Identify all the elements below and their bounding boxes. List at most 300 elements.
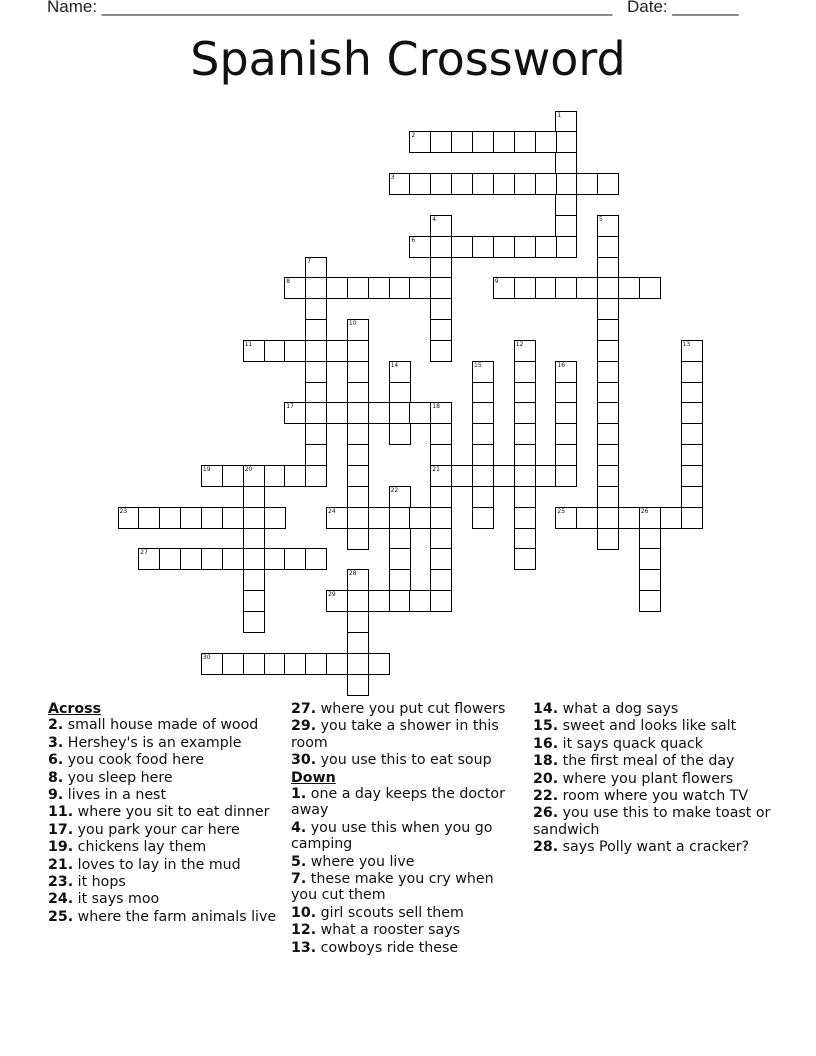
crossword-cell[interactable] (389, 423, 411, 445)
crossword-cell[interactable] (555, 361, 577, 383)
clue-text: it says quack quack (562, 735, 703, 752)
crossword-cell[interactable] (305, 423, 327, 445)
crossword-cell[interactable] (472, 423, 494, 445)
clue-text: lives in a nest (67, 787, 167, 804)
crossword-cell[interactable] (305, 298, 327, 320)
crossword-cell[interactable] (555, 423, 577, 445)
clue-text: where you put cut flowers (320, 701, 506, 717)
crossword-cell[interactable] (514, 486, 536, 508)
crossword-cell[interactable] (597, 215, 619, 237)
crossword-cell[interactable] (347, 423, 369, 445)
crossword-cell[interactable] (430, 277, 452, 299)
clue-text: you cook food here (67, 752, 205, 769)
clue-number: 7. (291, 871, 307, 888)
crossword-cell[interactable] (243, 590, 265, 612)
crossword-cell[interactable] (535, 131, 557, 153)
crossword-cell[interactable] (514, 131, 536, 153)
crossword-cell[interactable] (389, 382, 411, 404)
crossword-cell[interactable] (305, 382, 327, 404)
crossword-cell[interactable] (430, 548, 452, 570)
crossword-cell[interactable] (284, 402, 306, 424)
clue-number: 21. (48, 856, 74, 873)
clue-text: you park your car here (77, 821, 240, 838)
crossword-cell[interactable] (597, 423, 619, 445)
crossword-cell[interactable] (389, 507, 411, 529)
clue-text: sweet and looks like salt (562, 718, 737, 735)
down-header: Down (291, 769, 336, 786)
crossword-cell[interactable] (409, 402, 431, 424)
crossword-cell[interactable] (576, 507, 598, 529)
crossword-cell[interactable] (243, 486, 265, 508)
crossword-cell[interactable] (138, 507, 160, 529)
crossword-cell[interactable] (159, 507, 181, 529)
clue-item (291, 940, 523, 956)
clue-item (48, 735, 278, 751)
clue-text: where you plant flowers (562, 770, 734, 787)
clue-number: 1 (557, 111, 562, 119)
crossword-cell[interactable] (472, 361, 494, 383)
crossword-cell[interactable] (368, 653, 390, 675)
clue-text: it hops (77, 874, 126, 891)
crossword-cell[interactable] (514, 382, 536, 404)
crossword-cell[interactable] (472, 444, 494, 466)
crossword-cell[interactable] (347, 319, 369, 341)
crossword-cell[interactable] (284, 277, 306, 299)
clue-item (291, 718, 523, 751)
crossword-cell[interactable] (555, 194, 577, 216)
crossword-cell[interactable] (347, 486, 369, 508)
crossword-cell[interactable] (472, 402, 494, 424)
crossword-cell[interactable] (555, 173, 577, 195)
crossword-cell[interactable] (409, 590, 431, 612)
crossword-cell[interactable] (201, 653, 223, 675)
clue-number: 23 (119, 507, 128, 515)
clue-number: 19. (48, 839, 74, 856)
crossword-cell[interactable] (472, 173, 494, 195)
crossword-cell[interactable] (555, 382, 577, 404)
clue-item (291, 854, 523, 870)
crossword-cell[interactable] (389, 486, 411, 508)
crossword-cell[interactable] (535, 465, 557, 487)
clue-text: what a dog says (562, 701, 679, 717)
crossword-cell[interactable] (305, 653, 327, 675)
crossword-cell[interactable] (389, 569, 411, 591)
crossword-cell[interactable] (597, 486, 619, 508)
clue-number: 4. (291, 819, 307, 836)
crossword-cell[interactable] (681, 361, 703, 383)
crossword-cell[interactable] (264, 465, 286, 487)
crossword-cell[interactable] (597, 298, 619, 320)
crossword-cell[interactable] (222, 548, 244, 570)
crossword-cell[interactable] (347, 674, 369, 696)
clue-number: 29. (291, 718, 317, 735)
crossword-cell[interactable] (243, 548, 265, 570)
crossword-cell[interactable] (243, 465, 265, 487)
crossword-cell[interactable] (555, 236, 577, 258)
crossword-cell[interactable] (639, 548, 661, 570)
crossword-cell[interactable] (493, 236, 515, 258)
crossword-cell[interactable] (409, 236, 431, 258)
clue-text: girl scouts sell them (320, 904, 464, 921)
crossword-cell[interactable] (681, 340, 703, 362)
clue-number: 7 (307, 257, 311, 265)
crossword-cell[interactable] (597, 340, 619, 362)
clue-item (533, 771, 773, 787)
crossword-cell[interactable] (639, 590, 661, 612)
clue-text: where the farm animals live (77, 908, 277, 925)
crossword-cell[interactable] (535, 277, 557, 299)
crossword-cell[interactable] (284, 653, 306, 675)
crossword-cell[interactable] (451, 465, 473, 487)
clue-item (48, 839, 278, 855)
clue-number: 14. (533, 701, 559, 717)
clue-number: 6. (48, 752, 64, 769)
crossword-cell[interactable] (180, 507, 202, 529)
crossword-cell[interactable] (472, 486, 494, 508)
crossword-cell[interactable] (555, 465, 577, 487)
crossword-cell[interactable] (597, 257, 619, 279)
crossword-cell[interactable] (326, 507, 348, 529)
crossword-cell[interactable] (472, 507, 494, 529)
crossword-cell[interactable] (681, 486, 703, 508)
clue-number: 13 (682, 340, 691, 348)
crossword-cell[interactable] (493, 131, 515, 153)
clue-text: Hershey's is an example (67, 734, 242, 751)
clue-text: chickens lay them (77, 839, 207, 856)
crossword-cell[interactable] (430, 257, 452, 279)
clue-text: what a rooster says (320, 922, 461, 939)
crossword-cell[interactable] (347, 611, 369, 633)
clue-text: says Polly want a cracker? (562, 839, 750, 856)
crossword-cell[interactable] (347, 361, 369, 383)
crossword-cell[interactable] (430, 423, 452, 445)
crossword-cell[interactable] (284, 548, 306, 570)
crossword-cell[interactable] (430, 215, 452, 237)
crossword-cell[interactable] (389, 548, 411, 570)
crossword-cell[interactable] (389, 528, 411, 550)
crossword-cell[interactable] (597, 361, 619, 383)
clue-number: 12 (515, 340, 524, 348)
crossword-cell[interactable] (305, 361, 327, 383)
clue-item (48, 822, 278, 838)
crossword-cell[interactable] (639, 507, 661, 529)
crossword-cell[interactable] (347, 340, 369, 362)
crossword-cell[interactable] (430, 444, 452, 466)
crossword-cell[interactable] (326, 653, 348, 675)
crossword-cell[interactable] (430, 340, 452, 362)
clue-text: loves to lay in the mud (77, 856, 241, 873)
crossword-cell[interactable] (535, 236, 557, 258)
crossword-cell[interactable] (347, 444, 369, 466)
crossword-cell[interactable] (243, 507, 265, 529)
clue-item (48, 770, 278, 786)
crossword-cell[interactable] (514, 423, 536, 445)
crossword-cell[interactable] (305, 444, 327, 466)
crossword-cell[interactable] (347, 590, 369, 612)
crossword-cell[interactable] (284, 340, 306, 362)
crossword-cell[interactable] (681, 402, 703, 424)
clue-number: 24. (48, 891, 74, 908)
crossword-cell[interactable] (222, 507, 244, 529)
clue-item (291, 701, 523, 717)
crossword-cell[interactable] (430, 319, 452, 341)
crossword-cell[interactable] (159, 548, 181, 570)
clue-text: where you sit to eat dinner (77, 804, 270, 821)
crossword-cell[interactable] (555, 507, 577, 529)
crossword-cell[interactable] (430, 131, 452, 153)
clue-number: 29 (328, 591, 336, 598)
crossword-cell[interactable] (555, 444, 577, 466)
crossword-cell[interactable] (222, 653, 244, 675)
crossword-cell[interactable] (201, 548, 223, 570)
crossword-cell[interactable] (243, 528, 265, 550)
crossword-cell[interactable] (243, 611, 265, 633)
crossword-cell[interactable] (409, 173, 431, 195)
clue-number: 30 (202, 653, 211, 661)
crossword-cell[interactable] (430, 528, 452, 550)
crossword-cell[interactable] (305, 340, 327, 362)
crossword-cell[interactable] (430, 590, 452, 612)
crossword-cell[interactable] (409, 507, 431, 529)
date-field[interactable]: Date: _______ (627, 0, 739, 16)
clue-number: 12. (291, 922, 317, 939)
crossword-cell[interactable] (493, 465, 515, 487)
crossword-cell[interactable] (368, 277, 390, 299)
clue-column-3 (533, 701, 773, 857)
crossword-cell[interactable] (305, 319, 327, 341)
crossword-cell[interactable] (305, 257, 327, 279)
crossword-cell[interactable] (555, 111, 577, 133)
clue-text: where you live (310, 853, 415, 870)
crossword-cell[interactable] (409, 131, 431, 153)
crossword-cell[interactable] (535, 173, 557, 195)
crossword-cell[interactable] (347, 277, 369, 299)
crossword-cell[interactable] (347, 382, 369, 404)
clue-item (533, 718, 773, 734)
crossword-cell[interactable] (389, 173, 411, 195)
crossword-cell[interactable] (180, 548, 202, 570)
crossword-cell[interactable] (597, 528, 619, 550)
crossword-cell[interactable] (389, 402, 411, 424)
crossword-cell[interactable] (326, 590, 348, 612)
clue-column-2 (291, 701, 523, 957)
crossword-cell[interactable] (264, 340, 286, 362)
clue-number: 14 (390, 361, 399, 369)
crossword-cell[interactable] (514, 548, 536, 570)
crossword-cell[interactable] (243, 569, 265, 591)
crossword-cell[interactable] (597, 402, 619, 424)
crossword-cell[interactable] (430, 507, 452, 529)
clue-number: 26. (533, 805, 559, 822)
clue-item (48, 857, 278, 873)
clue-text: you sleep here (67, 769, 173, 786)
clue-item (291, 786, 523, 819)
crossword-cell[interactable] (138, 548, 160, 570)
crossword-cell[interactable] (264, 653, 286, 675)
crossword-cell[interactable] (597, 382, 619, 404)
crossword-cell[interactable] (326, 340, 348, 362)
clue-number: 10 (348, 320, 357, 327)
crossword-cell[interactable] (681, 382, 703, 404)
clue-number: 23. (48, 874, 74, 891)
crossword-cell[interactable] (618, 507, 640, 529)
crossword-cell[interactable] (472, 465, 494, 487)
clue-number: 16 (557, 361, 566, 369)
crossword-cell[interactable] (284, 465, 306, 487)
crossword-cell[interactable] (618, 277, 640, 299)
crossword-cell[interactable] (118, 507, 140, 529)
clue-item (291, 905, 523, 921)
crossword-cell[interactable] (555, 277, 577, 299)
crossword-cell[interactable] (243, 340, 265, 362)
clue-number: 28 (348, 570, 357, 578)
clue-number: 8. (48, 769, 64, 786)
crossword-cell[interactable] (597, 319, 619, 341)
crossword-cell[interactable] (555, 215, 577, 237)
clue-number: 10. (291, 904, 317, 921)
crossword-cell[interactable] (555, 131, 577, 153)
crossword-cell[interactable] (264, 548, 286, 570)
clue-item (291, 922, 523, 938)
crossword-cell[interactable] (451, 236, 473, 258)
clue-text: the first meal of the day (562, 753, 735, 770)
crossword-cell[interactable] (660, 507, 682, 529)
clue-text: small house made of wood (67, 717, 259, 734)
crossword-cell[interactable] (597, 465, 619, 487)
clue-number: 27 (140, 549, 148, 557)
crossword-cell[interactable] (514, 361, 536, 383)
crossword-cell[interactable] (597, 173, 619, 195)
crossword-cell[interactable] (430, 486, 452, 508)
crossword-cell[interactable] (305, 402, 327, 424)
clue-number: 22. (533, 788, 559, 805)
crossword-cell[interactable] (639, 569, 661, 591)
clue-number: 9. (48, 787, 64, 804)
crossword-cell[interactable] (597, 507, 619, 529)
crossword-cell[interactable] (409, 277, 431, 299)
clue-number: 3. (48, 734, 64, 751)
clue-number: 25 (557, 507, 566, 515)
crossword-cell[interactable] (514, 277, 536, 299)
crossword-cell[interactable] (347, 632, 369, 654)
crossword-cell[interactable] (451, 131, 473, 153)
crossword-cell[interactable] (576, 173, 598, 195)
crossword-cell[interactable] (493, 277, 515, 299)
crossword-cell[interactable] (430, 298, 452, 320)
clue-number: 17. (48, 821, 74, 838)
crossword-cell[interactable] (597, 444, 619, 466)
clue-number: 25. (48, 908, 74, 925)
clue-column-1 (48, 701, 278, 926)
crossword-cell[interactable] (389, 361, 411, 383)
crossword-cell[interactable] (347, 528, 369, 550)
crossword-cell[interactable] (555, 152, 577, 174)
clue-text: room where you watch TV (562, 788, 749, 805)
clue-number: 15. (533, 718, 559, 735)
clue-item (533, 839, 773, 855)
clue-number: 9 (494, 278, 499, 286)
crossword-cell[interactable] (597, 277, 619, 299)
crossword-cell[interactable] (514, 236, 536, 258)
crossword-cell[interactable] (430, 173, 452, 195)
crossword-cell[interactable] (514, 340, 536, 362)
clue-item (291, 820, 523, 853)
crossword-cell[interactable] (493, 173, 515, 195)
crossword-cell[interactable] (514, 402, 536, 424)
crossword-cell[interactable] (430, 465, 452, 487)
page-title: Spanish Crossword (190, 32, 626, 86)
crossword-cell[interactable] (681, 444, 703, 466)
name-field[interactable]: Name: ______________________________________________________ (47, 0, 613, 16)
crossword-cell[interactable] (555, 402, 577, 424)
crossword-cell[interactable] (305, 548, 327, 570)
crossword-cell[interactable] (430, 236, 452, 258)
clue-item (48, 752, 278, 768)
crossword-cell[interactable] (430, 569, 452, 591)
crossword-cell[interactable] (347, 402, 369, 424)
clue-number: 20 (244, 466, 253, 473)
crossword-cell[interactable] (347, 507, 369, 529)
crossword-cell[interactable] (347, 569, 369, 591)
crossword-cell[interactable] (201, 465, 223, 487)
crossword-cell[interactable] (305, 277, 327, 299)
crossword-cell[interactable] (430, 402, 452, 424)
crossword-cell[interactable] (576, 277, 598, 299)
crossword-cell[interactable] (514, 465, 536, 487)
crossword-cell[interactable] (514, 507, 536, 529)
crossword-cell[interactable] (347, 653, 369, 675)
crossword-cell[interactable] (514, 444, 536, 466)
crossword-cell[interactable] (597, 236, 619, 258)
crossword-cell[interactable] (305, 465, 327, 487)
crossword-cell[interactable] (201, 507, 223, 529)
crossword-cell[interactable] (368, 590, 390, 612)
clue-number: 24 (328, 507, 336, 515)
crossword-cell[interactable] (451, 173, 473, 195)
crossword-cell[interactable] (639, 277, 661, 299)
crossword-cell[interactable] (326, 402, 348, 424)
crossword-cell[interactable] (222, 465, 244, 487)
clue-number: 3 (390, 174, 395, 182)
crossword-cell[interactable] (472, 131, 494, 153)
across-header: Across (48, 701, 102, 717)
crossword-cell[interactable] (264, 507, 286, 529)
crossword-cell[interactable] (389, 277, 411, 299)
crossword-cell[interactable] (243, 653, 265, 675)
crossword-cell[interactable] (368, 507, 390, 529)
clue-number: 5 (599, 215, 603, 223)
clue-item (48, 804, 278, 820)
clue-number: 17 (286, 403, 294, 411)
crossword-cell[interactable] (681, 465, 703, 487)
crossword-cell[interactable] (472, 236, 494, 258)
crossword-cell[interactable] (389, 590, 411, 612)
crossword-cell[interactable] (347, 465, 369, 487)
clue-item (533, 736, 773, 752)
clue-number: 2. (48, 717, 64, 734)
clue-number: 30. (291, 752, 317, 769)
crossword-cell[interactable] (514, 173, 536, 195)
crossword-cell[interactable] (368, 402, 390, 424)
clue-number: 15 (474, 361, 482, 369)
crossword-cell[interactable] (326, 277, 348, 299)
crossword-cell[interactable] (639, 528, 661, 550)
crossword-cell[interactable] (514, 528, 536, 550)
crossword-cell[interactable] (472, 382, 494, 404)
crossword-cell[interactable] (681, 423, 703, 445)
crossword-cell[interactable] (681, 507, 703, 529)
clue-item (48, 909, 278, 925)
